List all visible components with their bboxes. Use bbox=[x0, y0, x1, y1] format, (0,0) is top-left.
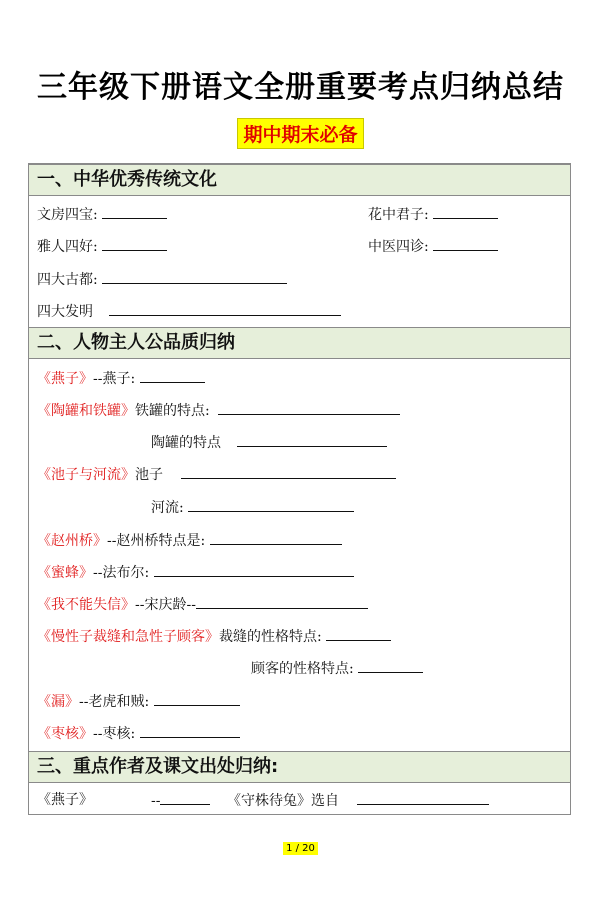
fill-blank[interactable] bbox=[102, 204, 167, 219]
fill-blank[interactable] bbox=[140, 368, 205, 383]
fill-blank[interactable] bbox=[210, 530, 342, 545]
fill-blank[interactable] bbox=[358, 658, 423, 673]
list-item: 《陶罐和铁罐》铁罐的特点: bbox=[37, 400, 400, 421]
page-title: 三年级下册语文全册重要考点归纳总结 bbox=[37, 70, 564, 105]
fill-blank[interactable] bbox=[357, 790, 489, 805]
worksheet bbox=[28, 163, 571, 815]
list-item: 雅人四好: bbox=[37, 236, 167, 257]
list-item: 中医四诊: bbox=[368, 236, 498, 257]
list-item: 四大古都: bbox=[37, 269, 287, 290]
list-item: 《赵州桥》--赵州桥特点是: bbox=[37, 530, 342, 551]
list-item: 四大发明 bbox=[37, 301, 341, 322]
fill-blank[interactable] bbox=[154, 562, 354, 577]
list-item: 《燕子》 bbox=[37, 792, 93, 808]
list-item: 《燕子》--燕子: bbox=[37, 368, 205, 389]
section-heading-authors: 三、重点作者及课文出处归纳: bbox=[29, 751, 570, 783]
list-item: 文房四宝: bbox=[37, 204, 167, 225]
list-item: 《枣核》--枣核: bbox=[37, 723, 240, 744]
list-item: 《守株待兔》选自 bbox=[227, 790, 489, 811]
section-heading-characters: 二、人物主人公品质归纳 bbox=[29, 327, 570, 359]
section-heading-culture: 一、中华优秀传统文化 bbox=[29, 164, 570, 196]
list-item: -- bbox=[151, 790, 210, 811]
fill-blank[interactable] bbox=[433, 204, 498, 219]
subtitle-badge: 期中期末必备 bbox=[237, 118, 363, 149]
list-item: 《漏》--老虎和贼: bbox=[37, 691, 240, 712]
fill-blank[interactable] bbox=[326, 626, 391, 641]
fill-blank[interactable] bbox=[140, 723, 240, 738]
fill-blank[interactable] bbox=[218, 400, 400, 415]
list-item: 《蜜蜂》--法布尔: bbox=[37, 562, 354, 583]
list-item: 河流: bbox=[151, 497, 354, 518]
fill-blank[interactable] bbox=[188, 497, 354, 512]
list-item: 《池子与河流》池子 bbox=[37, 464, 396, 485]
list-item: 花中君子: bbox=[368, 204, 498, 225]
page-number: 1 / 20 bbox=[283, 842, 318, 855]
list-item: 《慢性子裁缝和急性子顾客》裁缝的性格特点: bbox=[37, 626, 391, 647]
list-item: 顾客的性格特点: bbox=[251, 658, 423, 679]
fill-blank[interactable] bbox=[102, 236, 167, 251]
fill-blank[interactable] bbox=[181, 464, 396, 479]
fill-blank[interactable] bbox=[433, 236, 498, 251]
fill-blank[interactable] bbox=[196, 594, 368, 609]
fill-blank[interactable] bbox=[160, 790, 210, 805]
fill-blank[interactable] bbox=[154, 691, 240, 706]
fill-blank[interactable] bbox=[102, 269, 287, 284]
fill-blank[interactable] bbox=[109, 301, 341, 316]
fill-blank[interactable] bbox=[237, 432, 387, 447]
list-item: 陶罐的特点 bbox=[151, 432, 387, 453]
list-item: 《我不能失信》--宋庆龄-- bbox=[37, 594, 368, 615]
